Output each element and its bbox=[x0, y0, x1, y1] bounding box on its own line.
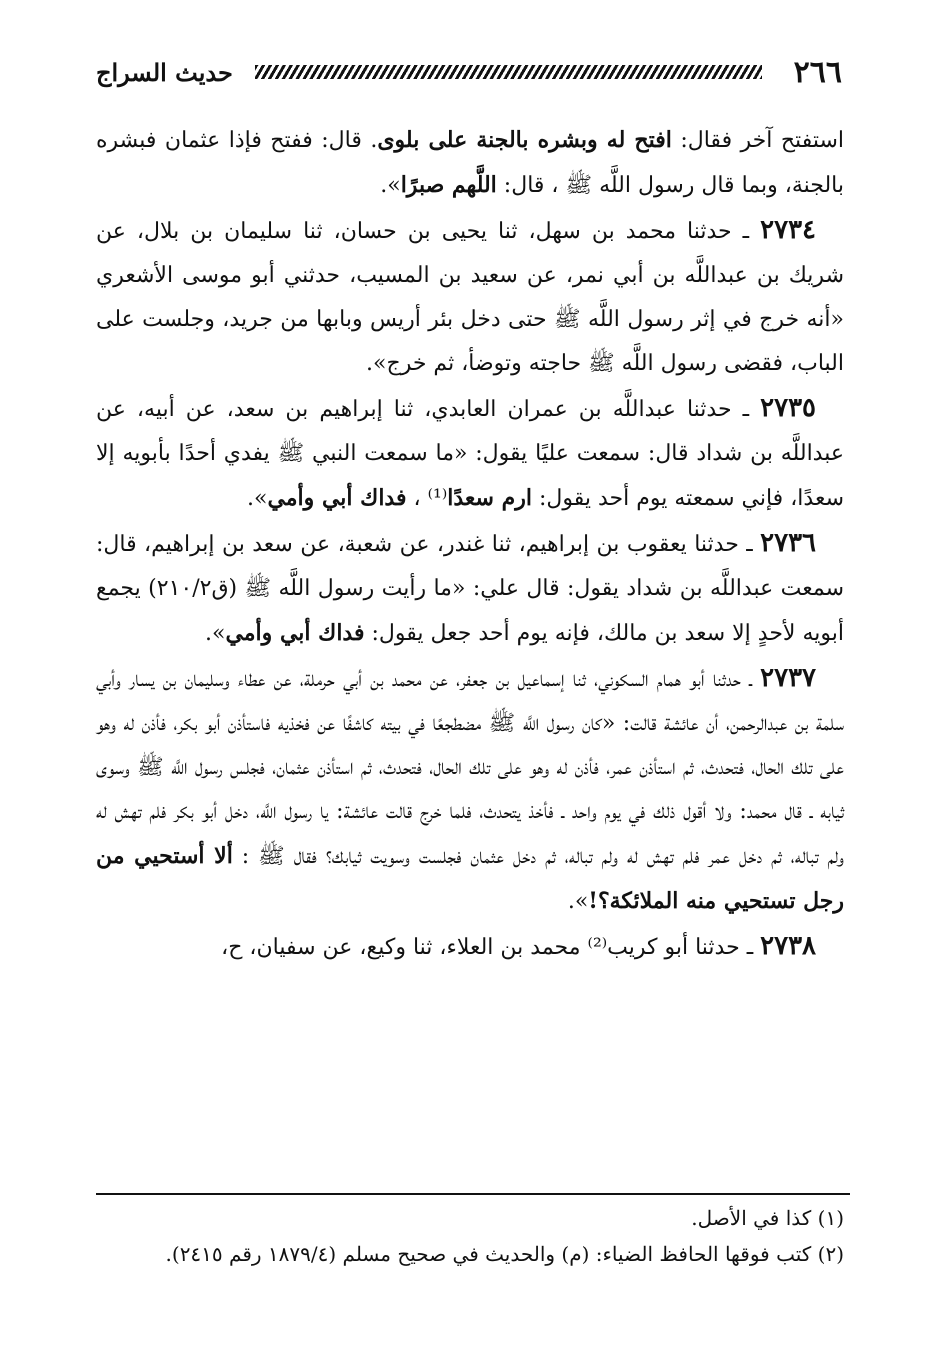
paragraph-text: ». bbox=[246, 486, 268, 511]
page-body bbox=[96, 118, 844, 970]
emphasized-text: فداك أبي وأمي bbox=[225, 620, 365, 646]
hadith-paragraph bbox=[96, 656, 844, 924]
paragraph-text: ». bbox=[567, 889, 589, 914]
hadith-paragraph bbox=[96, 118, 844, 208]
paragraph-text: ـ حدثنا يعقوب بن إبراهيم، ثنا غندر، عن شعبة، عن سعد بن إبراهيم، قال: سمعت عبداللَّه بن شداد يقول: قال علي: «ما رأيت رسول اللَّه ﷺ (ق٢١٠/٢) يجمع أبويه لأحدٍ إلا سعد بن مالك، فإنه يوم أحد جعل يقول: bbox=[96, 532, 844, 646]
header-rule bbox=[255, 65, 762, 79]
hadith-number: ٢٧٣٤ bbox=[760, 215, 816, 245]
running-title: حديث السراج bbox=[96, 57, 233, 87]
emphasized-text: اللَّهم صبرًا bbox=[400, 172, 497, 198]
hadith-number: ٢٧٣٨ bbox=[760, 931, 816, 961]
footnote: (٢) كتب فوقها الحافظ الضياء: (م) والحديث في صحيح مسلم (١٨٧٩/٤ رقم ٢٤١٥). bbox=[165, 1242, 844, 1266]
footnote-divider bbox=[96, 1193, 850, 1195]
page-number: ٢٦٦ bbox=[793, 54, 842, 90]
hadith-number: ٢٧٣٧ bbox=[760, 663, 816, 693]
hadith-number: ٢٧٣٦ bbox=[760, 528, 816, 558]
hadith-paragraph bbox=[96, 208, 844, 386]
paragraph-text: ـ حدثنا أبو همام السكوني، ثنا إسماعيل بن جعفر، عن محمد بن أبي حرملة، عن عطاء وسليمان بن يسار وأبي سلمة بن عبدالرحمن، أن عائشة قالت: «كان رسول اللَّه ﷺ مضطجعًا في بيته كاشفًا عن فخذيه فاستأذن أبو بكر، فأذن له وهو على تلك الحال، فتحدث، ثم استأذن عمر، فأذن له وهو على تلك الحال، فتحدث، ثم استأذن عثمان، فجلس رسول اللَّه ﷺ وسوى ثيابه ـ قال محمد: ولا أقول ذلك في يوم واحد ـ فأخذ يتحدث، فلما خرج قالت عائشة: يا رسول اللَّه، دخل أبو بكر فلم تهش له ولم تباله، ثم دخل عمر فلم تهش له ولم تباله، ثم دخل عثمان فجلست وسويت ثيابك؟ فقال ﷺ : bbox=[96, 667, 845, 869]
paragraph-text: استفتح آخر فقال: bbox=[671, 128, 845, 153]
page-header bbox=[96, 48, 842, 96]
footnote: (١) كذا في الأصل. bbox=[691, 1206, 844, 1230]
paragraph-text: ». bbox=[204, 621, 226, 646]
emphasized-text: ارم سعدًا bbox=[447, 485, 532, 511]
footnotes bbox=[96, 1200, 844, 1272]
paragraph-text: ـ حدثنا عبداللَّه بن عمران العابدي، ثنا إبراهيم بن سعد، عن أبيه، عن عبداللَّه بن شداد قال: سمعت عليًا يقول: «ما سمعت النبي ﷺ يفدي أحدًا بأبويه إلا سعدًا، فإني سمعته يوم أحد يقول: bbox=[96, 397, 844, 511]
paragraph-text: . قال: ففتح فإذا عثمان فبشره بالجنة، وبما قال رسول اللَّه ﷺ ، قال: bbox=[96, 128, 844, 198]
paragraph-text: ». bbox=[380, 173, 401, 198]
hadith-paragraph bbox=[96, 924, 844, 970]
paragraph-text: ⁽¹⁾ ، bbox=[406, 486, 448, 511]
paragraph-text: ـ حدثنا محمد بن سهل، ثنا يحيى بن حسان، ثنا سليمان بن بلال، عن شريك بن عبداللَّه بن أبي نمر، عن سعيد بن المسيب، حدثني أبو موسى الأشعري «أنه خرج في إثر رسول اللَّه ﷺ حتى دخل بئر أريس وبابها من جريد، وجلست على الباب، فقضى رسول اللَّه ﷺ حاجته وتوضأ، ثم خرج». bbox=[96, 219, 844, 376]
hadith-paragraph bbox=[96, 386, 844, 521]
hadith-number: ٢٧٣٥ bbox=[760, 393, 816, 423]
emphasized-text: فداك أبي وأمي bbox=[267, 485, 407, 511]
emphasized-text: افتح له وبشره بالجنة على بلوى bbox=[377, 127, 672, 153]
hadith-paragraph bbox=[96, 521, 844, 656]
paragraph-text: ـ حدثنا أبو كريب⁽²⁾ محمد بن العلاء، ثنا وكيع، عن سفيان، ح، bbox=[221, 935, 761, 960]
emphasized-text: ألا أستحيي من رجل تستحيي منه الملائكة؟! bbox=[96, 843, 844, 914]
